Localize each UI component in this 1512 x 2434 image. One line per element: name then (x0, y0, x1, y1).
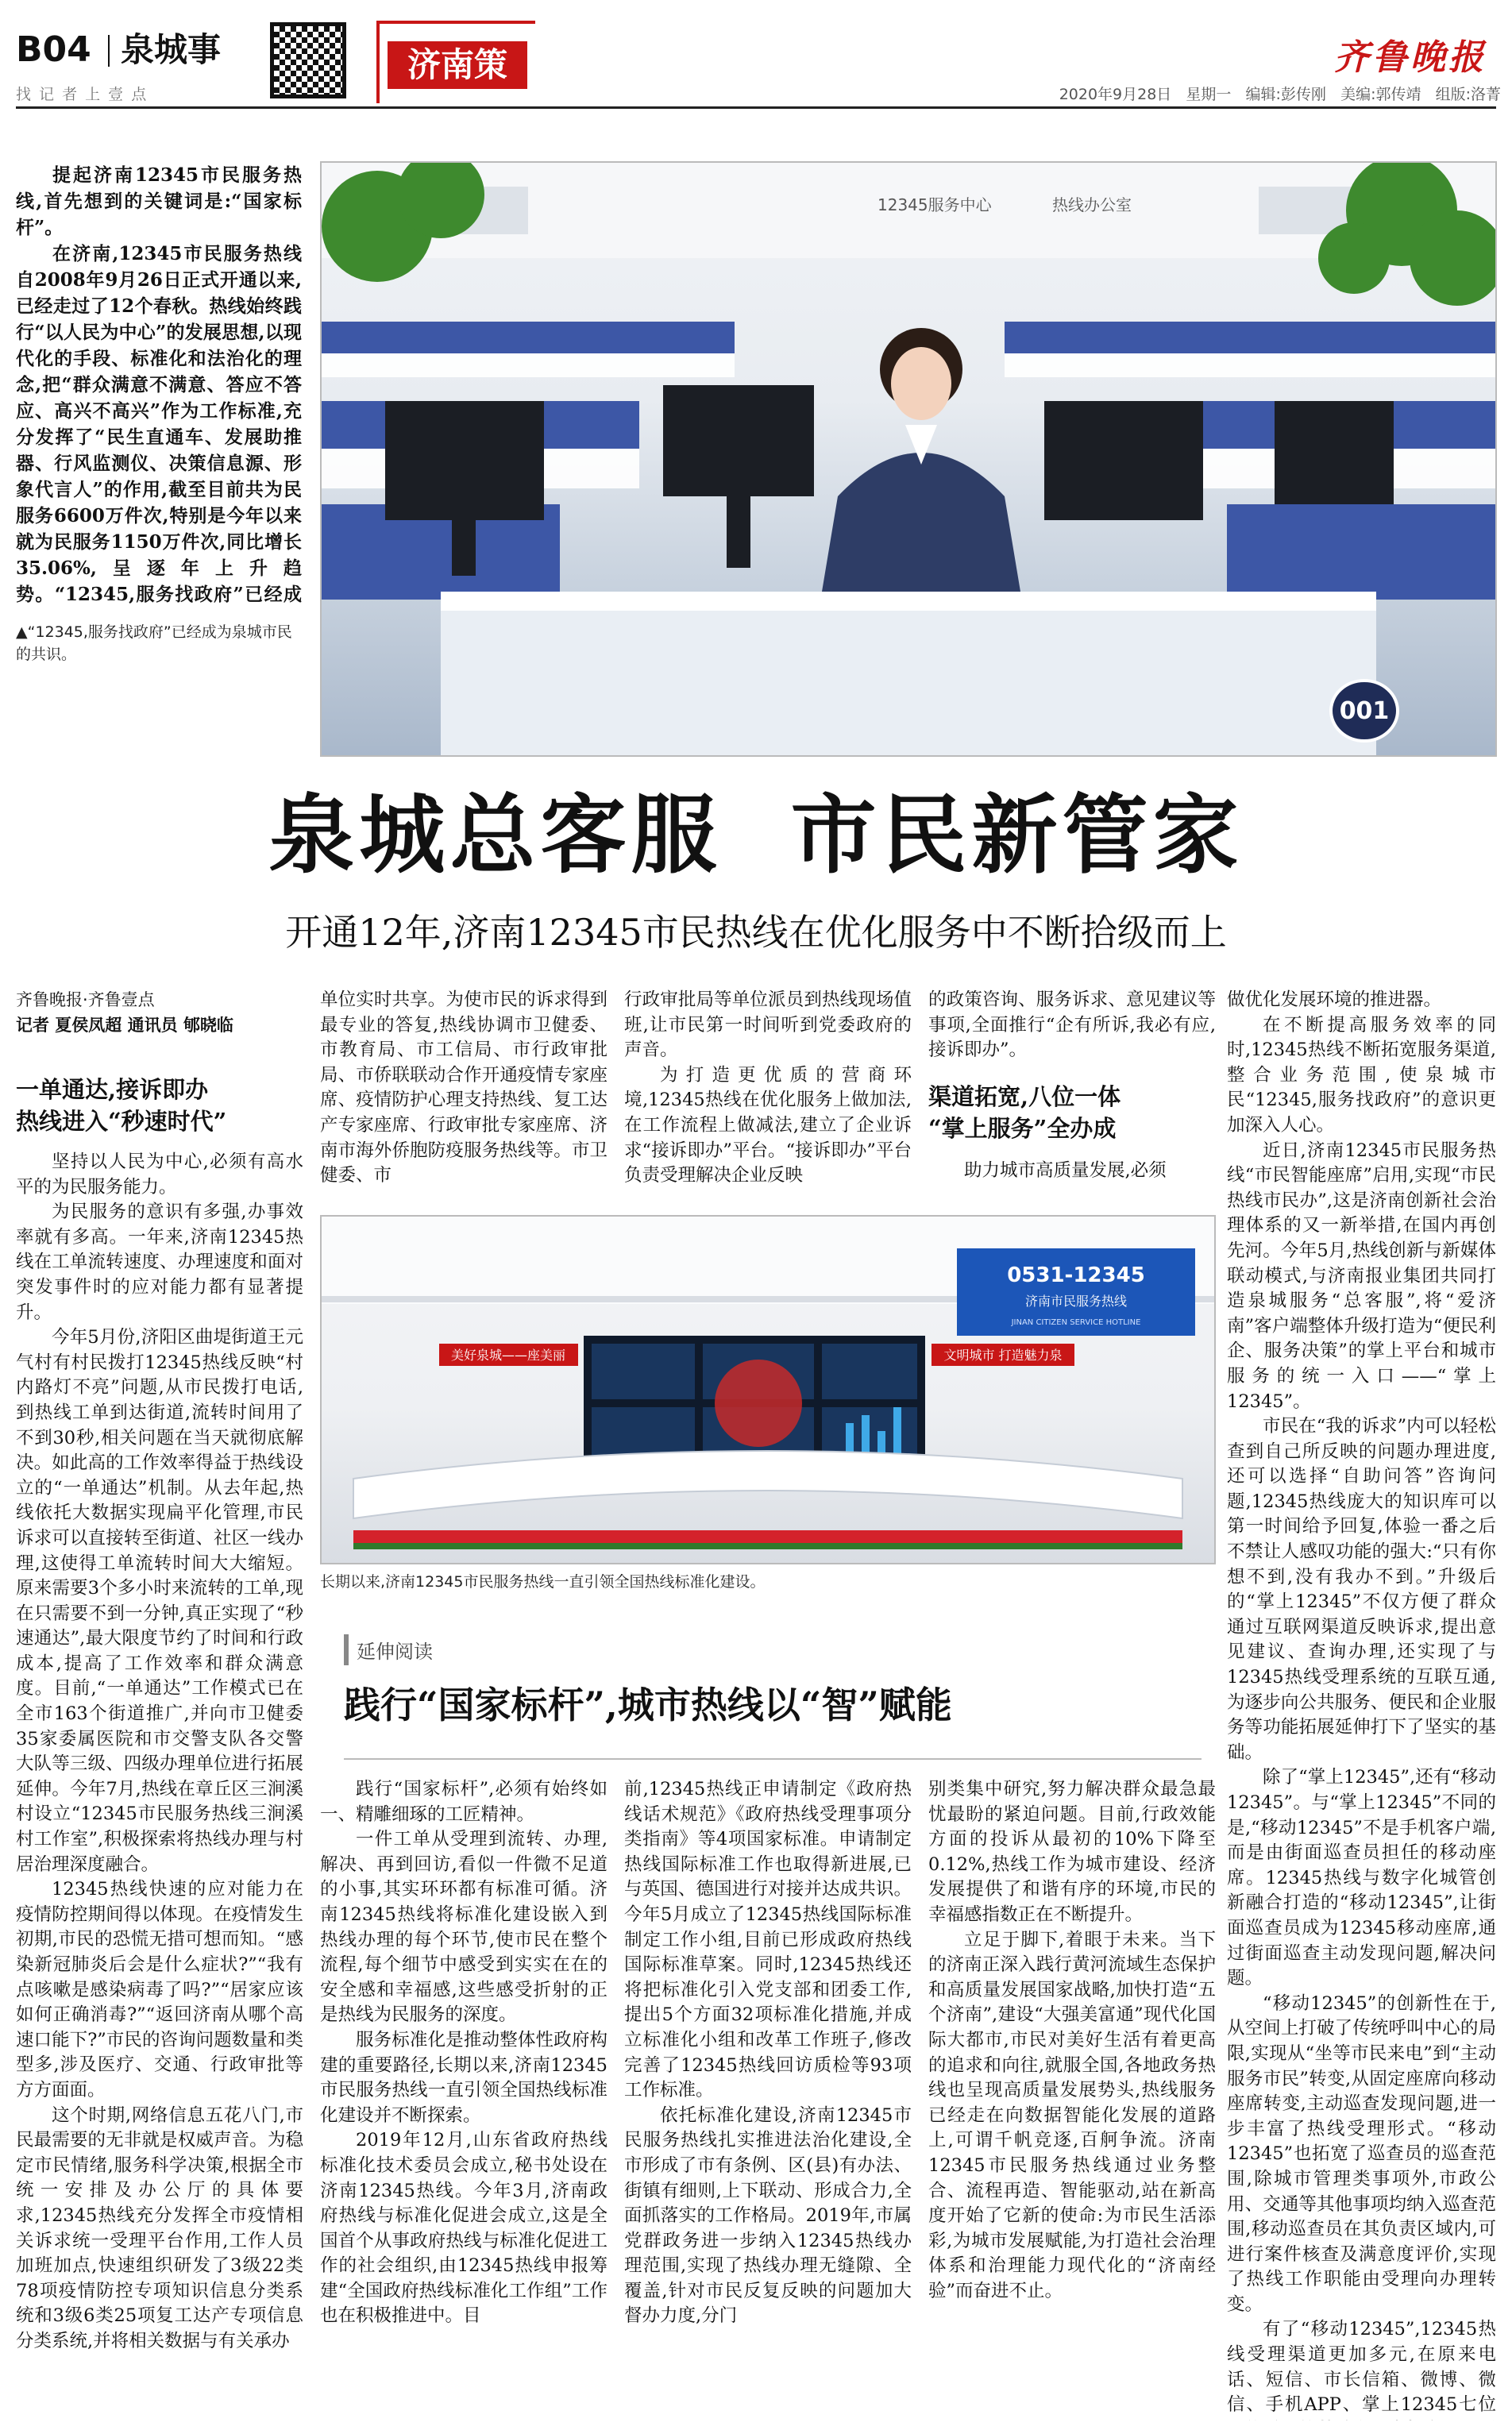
extended-column-1 (320, 1777, 608, 2420)
call-center-photo (320, 161, 1497, 757)
paragraph: 今年5月份,济阳区曲堤街道王元气村有村民拨打12345热线反映“村内路灯不亮”问题,从市民拨打电话,到热线工单到达街道,流转时间用了不到30秒,相关问题在当天就彻底解决。如此高的工作效率得益于热线设立的“一单通达”机制。从去年起,热线依托大数据实现扁平化管理,市民诉求可以直接转至街道、社区一线办理,这使得工单流转时间大大缩短。原来需要3个多小时来流转的工单,现在只需要不到一分钟,真正实现了“秒速通达”,最大限度节约了时间和行政成本,提高了工作效率和群众满意度。目前,“一单通达”工作模式已在全市163个街道推广,并向市卫健委35家委属医院和市交警支队各交警大队等三级、四级办理单位进行拓展延伸。今年7月,热线在章丘区三涧溪村设立“12345市民服务热线三涧溪村工作室”,积极探索将热线办理与村居治理深度融合。 (16, 1327, 303, 1875)
section-name: 泉城事 (121, 30, 222, 69)
photo2-caption: 长期以来,济南12345市民服务热线一直引领全国热线标准化建设。 (320, 1573, 766, 1591)
hall-sign-left: 12345服务中心 (878, 195, 992, 214)
subhead-1: 一单通达,接诉即办 热线进入“秒速时代” (16, 1076, 227, 1135)
qr-code-icon[interactable] (270, 22, 346, 98)
paper-logo: 齐鲁晚报 (1334, 37, 1487, 78)
extended-rule (344, 1758, 1202, 1760)
paragraph: 近日,济南12345市民服务热线“市民智能座席”启用,实现“市民热线市民办”,这是济南创新社会治理体系的又一新举措,在国内再创先河。今年5月,热线创新与新媒体联动模式,与济南报业集团共同打造泉城服务“总客服”,将“爱济南”客户端整体升级打造为“便民利企、服务决策”的掌上平台和城市服务的统一入口——“掌上12345”。 (1227, 1140, 1496, 1412)
paragraph: 行政审批局等单位派员到热线现场值班,让市民第一时间听到党委政府的声音。 (624, 989, 912, 1061)
paragraph: 前,12345热线正申请制定《政府热线话术规范》《政府热线受理事项分类指南》等4项国家标准。申请制定热线国际标准工作也取得新进展,已与英国、德国进行对接并达成共识。今年5月成立了12345热线国际标准制定工作小组,目前已形成政府热线国际标准草案。同时,12345热线还将把标准化引入党支部和团委工作,提出5个方面32项标准化措施,并成立标准化小组和改革工作班子,修改完善了12345热线回访质检等93项工作标准。 (624, 1779, 912, 2101)
call-center-illustration (322, 163, 1495, 755)
column-tag: 济南策 (388, 41, 527, 89)
extended-column-3 (928, 1777, 1216, 2420)
intro-para: 在济南,12345市民服务热线自2008年9月26日正式开通以来,已经走过了12个春秋。热线始终践行“以人民为中心”的发展思想,以现代化的手段、标准化和法治化的理念,把“群众满意不满意、答应不答应、高兴不高兴”作为工作标准,充分发挥了“民生直通车、发展助推器、行风监测仪、决策信息源、形象代言人”的作用,截至目前共为民服务6600万件次,特别是今年以来就为民服务1150万件次,同比增长35.06%,呈逐年上升趋势。“12345,服务找政府”已经成 (16, 243, 302, 605)
paragraph: 单位实时共享。为使市民的诉求得到最专业的答复,热线协调市卫健委、市教育局、市工信局、市行政审批局、市侨联联动合作开通疫情专家座席、疫情防护心理支持热线、复工达产专家座席、行政审批专家座席、济南市海外侨胞防疫服务热线等。市卫健委、市 (320, 989, 608, 1186)
paragraph: 有了“移动12345”,12345热线受理渠道更加多元,在原来电话、短信、市长信箱、微博、微信、手机APP、掌上12345七位 (1227, 2319, 1496, 2416)
extended-column-2 (624, 1777, 912, 2420)
intro-para: 提起济南12345市民服务热线,首先想到的关键词是:“国家标杆”。 (16, 164, 302, 238)
paragraph: 依托标准化建设,济南12345市民服务热线扎实推进法治化建设,全市形成了市有条例、区(县)有办法、街镇有细则,上下联动、形成合力,全面抓落实的工作格局。2019年,市属党群政务进一步纳入12345热线办理范围,实现了热线办理无缝隙、全覆盖,针对市民反复反映的问题加大督办力度,分门 (624, 2104, 912, 2327)
intro-text (16, 162, 302, 607)
headline: 泉城总客服 市民新管家 (268, 785, 1244, 885)
article-column-1 (16, 1150, 303, 2420)
extended-label: 延伸阅读 (344, 1634, 441, 1665)
hotline-en: JINAN CITIZEN SERVICE HOTLINE (1011, 1318, 1141, 1327)
desk-number: 001 (1339, 697, 1390, 725)
paragraph: 2019年12月,山东省政府热线标准化技术委员会成立,秘书处设在济南12345热线。今年3月,济南政府热线与标准化促进会成立,这是全国首个从事政府热线与标准化促进工作的社会组织,由12345热线申报筹建“全国政府热线标准化工作组”工作也在积极推进中。目 (320, 2130, 608, 2327)
byline-reporters: 记者 夏侯凤超 通讯员 郇晓临 (16, 1016, 233, 1035)
paragraph: “移动12345”的创新性在于,从空间上打破了传统呼叫中心的局限,实现从“坐等市民来电”到“主动服务市民”转变,从固定座席向移动座席转变,主动巡查发现问题,进一步丰富了热线受理形式。“移动12345”也拓宽了巡查员的巡查范围,除城市管理类事项外,市政公用、交通等其他事项均纳入巡查范围,移动巡查员在其负责区域内,可进行案件核查及满意度评价,实现了热线工作职能由受理向办理转变。 (1227, 1992, 1496, 2315)
hotline-sign: 0531-12345 (1007, 1263, 1145, 1287)
hotline-hall-photo (320, 1215, 1216, 1564)
paragraph: 在不断提高服务效率的同时,12345热线不断拓宽服务渠道,整合业务范围,使泉城市民“12345,服务找政府”的意识更加深入人心。 (1227, 1014, 1496, 1136)
paragraph: 坚持以人民为中心,必须有高水平的为民服务能力。 (16, 1151, 303, 1198)
extended-title: 践行“国家标杆”,城市热线以“智”赋能 (344, 1684, 952, 1726)
paragraph: 立足于脚下,着眼于未来。当下的济南正深入践行黄河流域生态保护和高质量发展国家战略,加快打造“五个济南”,建设“大强美富通”现代化国际大都市,市民对美好生活有着更高的追求和向往,就服全国,各地政务热线也呈现高质量发展势头,热线服务已经走在向数据智能化发展的道路上,可谓千帆竞逐,百舸争流。济南12345市民服务热线通过业务整合、流程再造、智能驱动,站在新高度开始了它新的使命:为市民生活添彩,为城市发展赋能,为打造社会治理体系和治理能力现代化的“济南经验”而奋进不止。 (928, 1929, 1216, 2301)
intro-photo-caption: ▲“12345,服务找政府”已经成为泉城市民的共识。 (16, 623, 292, 663)
subheadline: 开通12年,济南12345市民热线在优化服务中不断拾级而上 (285, 911, 1227, 954)
article-column-4 (928, 988, 1216, 1204)
paragraph: 一件工单从受理到流转、办理,解决、再到回访,看似一件微不足道的小事,其实环环都有标准可循。济南12345热线将标准化建设嵌入到热线办理的每个环节,使市民在整个流程,每个细节中感受到实实在在的安全感和幸福感,这些感受折射的正是热线为民服务的深度。 (320, 1829, 608, 2026)
subhead-2: 渠道拓宽,八位一体 “掌上服务”全办成 (928, 1082, 1121, 1142)
paragraph: 服务标准化是推动整体性政府构建的重要路径,长期以来,济南12345市民服务热线一直引领全国热线标准化建设并不断探索。 (320, 2029, 608, 2126)
hotline-hall-illustration (322, 1217, 1214, 1563)
hall-sign-right: 热线办公室 (1052, 195, 1132, 214)
paragraph: 为民服务的意识有多强,办事效率就有多高。一年来,济南12345热线在工单流转速度、办理速度和面对突发事件时的应对能力都有显著提升。 (16, 1202, 303, 1323)
paragraph: 12345热线快速的应对能力在疫情防控期间得以体现。在疫情发生初期,市民的恐慌无措可想而知。“感染新冠肺炎后会是什么症状?”“我有点咳嗽是感染病毒了吗?”“居家应该如何正确消毒?”“返回济南从哪个高速口能下?”市民的咨询问题数量和类型多,涉及医疗、交通、行政审批等方方面面。 (16, 1879, 303, 2100)
masthead-divider (108, 35, 110, 67)
section-sub: 找 记 者 上 壹 点 (16, 86, 148, 103)
paragraph: 做优化发展环境的推进器。 (1227, 989, 1442, 1010)
page-number: B04 (16, 29, 91, 70)
masthead-rule (16, 106, 1496, 109)
paragraph: 这个时期,网络信息五花八门,市民最需要的无非就是权威声音。为稳定市民情绪,服务科学决策,根据全市统一安排及办公厅的具体要求,12345热线充分发挥全市疫情相关诉求统一受理平台作用,工作人员加班加点,快速组织研发了3级22类78项疫情防控专项知识信息分类系统和3级6类25项复工达产专项信息分类系统,并将相关数据与有关承办 (16, 2104, 303, 2351)
extended-reading-box (320, 1618, 1216, 2420)
paragraph: 别类集中研究,努力解决群众最急最忧最盼的紧迫问题。目前,行政效能方面的投诉从最初的10%下降至0.12%,热线工作为城市建设、经济发展提供了和谐有序的环境,市民的幸福感指数正在不断提升。 (928, 1779, 1216, 1925)
banner-left: 美好泉城——座美丽 (450, 1348, 566, 1363)
banner-right: 文明城市 打造魅力泉 (943, 1348, 1063, 1363)
article-column-5 (1227, 988, 1496, 2420)
paragraph: 的政策咨询、服务诉求、意见建议等事项,全面推行“企有所诉,我必有应,接诉即办”。 (928, 989, 1216, 1061)
paragraph: 为打造更优质的营商环境,12345热线在优化服务上做加法,在工作流程上做减法,建立了企业诉求“接诉即办”平台。“接诉即办”平台负责受理解决企业反映 (624, 1064, 912, 1186)
paragraph: 市民在“我的诉求”内可以轻松查到自己所反映的问题办理进度,还可以选择“自助问答”咨询问题,12345热线庞大的知识库可以第一时间给予回复,体验一番之后不禁让人感叹功能的强大:“只有你想不到,没有我办不到。”升级后的“掌上12345”不仅方便了群众通过互联网渠道反映诉求,提出意见建议、查询办理,还实现了与12345热线受理系统的互联互通,为逐步向公共服务、便民和企业服务等功能拓展延伸打下了坚实的基础。 (1227, 1416, 1496, 1763)
paragraph: 除了“掌上12345”,还有“移动12345”。与“掌上12345”不同的是,“移动12345”不是手机客户端,而是由街面巡查员担任的移动座席。12345热线与数字化城管创新融合打造的“移动12345”,让街面巡查员成为12345移动座席,通过街面巡查主动发现问题,解决问题。 (1227, 1767, 1496, 1989)
issue-meta: 2020年9月28日 星期一 编辑:彭传刚 美编:郭传靖 组版:洛菁 (1059, 86, 1501, 103)
article-column-3 (624, 988, 912, 1204)
hotline-sub: 济南市民服务热线 (1024, 1294, 1128, 1309)
byline-source: 齐鲁晚报·齐鲁壹点 (16, 990, 155, 1009)
paragraph: 践行“国家标杆”,必须有始终如一、精雕细琢的工匠精神。 (320, 1779, 608, 1825)
article-column-2 (320, 988, 608, 1204)
paragraph: 助力城市高质量发展,必须 (964, 1159, 1167, 1181)
